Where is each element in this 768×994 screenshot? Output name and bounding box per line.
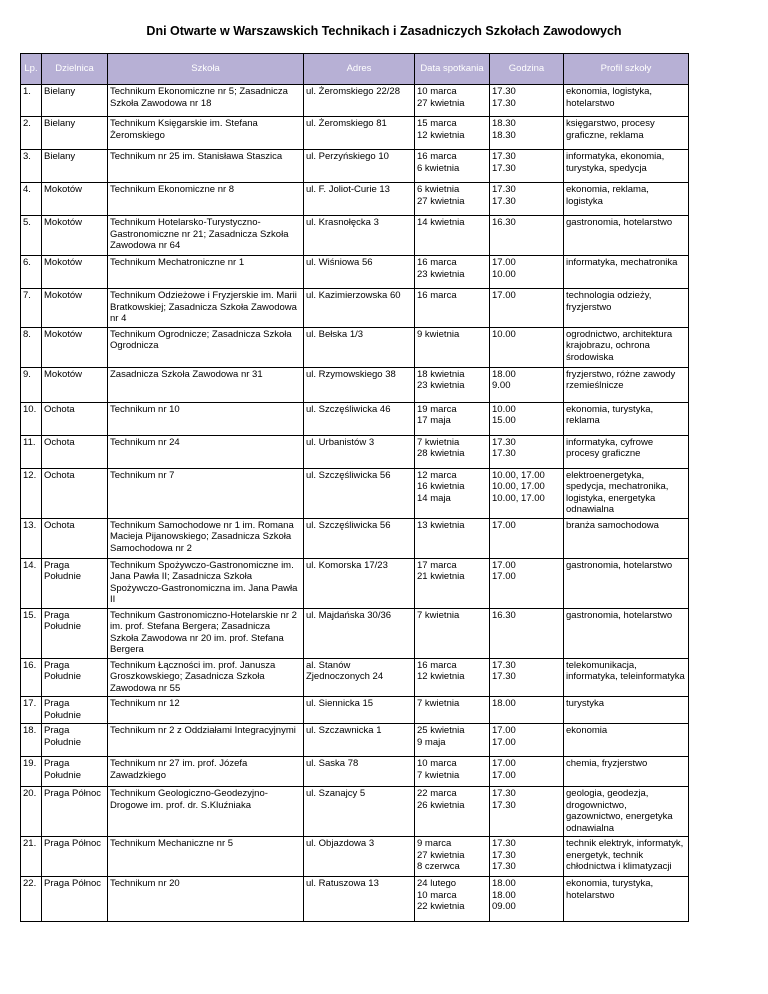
- cell-district: Praga Południe: [42, 558, 108, 608]
- cell-date: 16 marca: [415, 289, 490, 328]
- cell-date: 10 marca 7 kwietnia: [415, 757, 490, 787]
- cell-profile: informatyka, mechatronika: [564, 256, 689, 289]
- cell-profile: geologia, geodezja, drogownictwo, gazownictwo, energetyka odnawialna: [564, 787, 689, 837]
- cell-profile: technologia odzieży, fryzjerstwo: [564, 289, 689, 328]
- cell-district: Praga Północ: [42, 837, 108, 877]
- cell-lp: 18.: [21, 724, 42, 757]
- cell-district: Ochota: [42, 435, 108, 468]
- cell-district: Mokotów: [42, 289, 108, 328]
- cell-lp: 13.: [21, 518, 42, 558]
- cell-school: Technikum Odzieżowe i Fryzjerskie im. Marii Bratkowskiej; Zasadnicza Szkoła Zawodowa nr 4: [108, 289, 304, 328]
- cell-district: Ochota: [42, 402, 108, 435]
- cell-address: ul. Szczęśliwicka 56: [304, 518, 415, 558]
- table-header-row: [21, 54, 689, 85]
- cell-address: ul. F. Joliot-Curie 13: [304, 183, 415, 216]
- cell-date: 7 kwietnia: [415, 608, 490, 658]
- table-row: [21, 327, 689, 367]
- cell-time: 17.30 17.30: [490, 85, 564, 117]
- cell-profile: ekonomia, turystyka, reklama: [564, 402, 689, 435]
- cell-address: ul. Saska 78: [304, 757, 415, 787]
- table-row: [21, 837, 689, 877]
- cell-profile: elektroenergetyka, spedycja, mechatronika, logistyka, energetyka odnawialna: [564, 468, 689, 518]
- cell-address: ul. Krasnołęcka 3: [304, 216, 415, 256]
- table-row: [21, 435, 689, 468]
- cell-time: 18.00: [490, 697, 564, 724]
- cell-date: 6 kwietnia 27 kwietnia: [415, 183, 490, 216]
- cell-district: Mokotów: [42, 256, 108, 289]
- cell-profile: ekonomia, reklama, logistyka: [564, 183, 689, 216]
- cell-lp: 7.: [21, 289, 42, 328]
- cell-date: 13 kwietnia: [415, 518, 490, 558]
- cell-district: Mokotów: [42, 367, 108, 402]
- cell-district: Praga Południe: [42, 658, 108, 697]
- cell-address: ul. Wiśniowa 56: [304, 256, 415, 289]
- cell-lp: 20.: [21, 787, 42, 837]
- cell-school: Technikum nr 10: [108, 402, 304, 435]
- cell-time: 17.00 17.00: [490, 724, 564, 757]
- cell-address: ul. Perzyńskiego 10: [304, 150, 415, 183]
- cell-profile: technik elektryk, informatyk, energetyk, technik chłodnictwa i klimatyzacji: [564, 837, 689, 877]
- cell-time: 17.30 17.30: [490, 787, 564, 837]
- cell-time: 10.00: [490, 327, 564, 367]
- cell-school: Technikum nr 25 im. Stanisława Staszica: [108, 150, 304, 183]
- table-row: [21, 608, 689, 658]
- cell-school: Technikum Ogrodnicze; Zasadnicza Szkoła Ogrodnicza: [108, 327, 304, 367]
- cell-lp: 5.: [21, 216, 42, 256]
- table-row: [21, 558, 689, 608]
- table-row: [21, 697, 689, 724]
- cell-lp: 16.: [21, 658, 42, 697]
- cell-time: 17.00 10.00: [490, 256, 564, 289]
- cell-district: Praga Południe: [42, 757, 108, 787]
- cell-address: ul. Objazdowa 3: [304, 837, 415, 877]
- cell-address: ul. Bełska 1/3: [304, 327, 415, 367]
- table-body: [21, 85, 689, 922]
- table-row: [21, 85, 689, 117]
- header-lp: Lp.: [21, 54, 42, 85]
- cell-lp: 6.: [21, 256, 42, 289]
- table-row: [21, 216, 689, 256]
- cell-profile: ekonomia, logistyka, hotelarstwo: [564, 85, 689, 117]
- cell-school: Technikum Geologiczno-Geodezyjno-Drogowe im. prof. dr. S.Kluźniaka: [108, 787, 304, 837]
- cell-school: Technikum nr 7: [108, 468, 304, 518]
- header-address: Adres: [304, 54, 415, 85]
- cell-lp: 19.: [21, 757, 42, 787]
- header-school: Szkoła: [108, 54, 304, 85]
- cell-date: 25 kwietnia 9 maja: [415, 724, 490, 757]
- cell-time: 17.30 17.30: [490, 183, 564, 216]
- cell-date: 7 kwietnia: [415, 697, 490, 724]
- cell-address: ul. Żeromskiego 81: [304, 117, 415, 150]
- cell-school: Technikum nr 2 z Oddziałami Integracyjnymi: [108, 724, 304, 757]
- cell-date: 22 marca 26 kwietnia: [415, 787, 490, 837]
- cell-lp: 12.: [21, 468, 42, 518]
- cell-date: 16 marca 12 kwietnia: [415, 658, 490, 697]
- cell-school: Technikum nr 20: [108, 877, 304, 922]
- cell-time: 18.00 18.00 09.00: [490, 877, 564, 922]
- cell-school: Technikum nr 24: [108, 435, 304, 468]
- cell-time: 10.00, 17.00 10.00, 17.00 10.00, 17.00: [490, 468, 564, 518]
- cell-district: Mokotów: [42, 327, 108, 367]
- cell-lp: 11.: [21, 435, 42, 468]
- table-row: [21, 183, 689, 216]
- table-row: [21, 289, 689, 328]
- cell-time: 10.00 15.00: [490, 402, 564, 435]
- table-row: [21, 367, 689, 402]
- cell-district: Praga Południe: [42, 724, 108, 757]
- cell-address: ul. Kazimierzowska 60: [304, 289, 415, 328]
- cell-lp: 9.: [21, 367, 42, 402]
- header-time: Godzina: [490, 54, 564, 85]
- table-row: [21, 787, 689, 837]
- cell-date: 9 marca 27 kwietnia 8 czerwca: [415, 837, 490, 877]
- cell-profile: gastronomia, hotelarstwo: [564, 608, 689, 658]
- cell-district: Praga Południe: [42, 608, 108, 658]
- cell-profile: ekonomia: [564, 724, 689, 757]
- header-profile: Profil szkoły: [564, 54, 689, 85]
- cell-address: ul. Szczawnicka 1: [304, 724, 415, 757]
- cell-date: 24 lutego 10 marca 22 kwietnia: [415, 877, 490, 922]
- cell-date: 12 marca 16 kwietnia 14 maja: [415, 468, 490, 518]
- cell-profile: księgarstwo, procesy graficzne, reklama: [564, 117, 689, 150]
- cell-address: al. Stanów Zjednoczonych 24: [304, 658, 415, 697]
- cell-date: 9 kwietnia: [415, 327, 490, 367]
- cell-time: 17.00: [490, 289, 564, 328]
- cell-school: Technikum Gastronomiczno-Hotelarskie nr 2 im. prof. Stefana Bergera; Zasadnicza Szkoła Zawodowa nr 20 im. prof. Stefana Bergera: [108, 608, 304, 658]
- cell-district: Mokotów: [42, 216, 108, 256]
- cell-lp: 10.: [21, 402, 42, 435]
- schools-table: [20, 53, 689, 922]
- cell-time: 17.30 17.30: [490, 658, 564, 697]
- cell-profile: ekonomia, turystyka, hotelarstwo: [564, 877, 689, 922]
- cell-address: ul. Szczęśliwicka 46: [304, 402, 415, 435]
- cell-school: Technikum Samochodowe nr 1 im. Romana Macieja Pijanowskiego; Zasadnicza Szkoła Samochodowa nr 2: [108, 518, 304, 558]
- cell-time: 17.00 17.00: [490, 757, 564, 787]
- cell-date: 19 marca 17 maja: [415, 402, 490, 435]
- cell-time: 18.30 18.30: [490, 117, 564, 150]
- cell-district: Ochota: [42, 518, 108, 558]
- cell-date: 15 marca 12 kwietnia: [415, 117, 490, 150]
- cell-time: 17.00 17.00: [490, 558, 564, 608]
- cell-profile: informatyka, ekonomia, turystyka, spedycja: [564, 150, 689, 183]
- cell-address: ul. Komorska 17/23: [304, 558, 415, 608]
- table-row: [21, 468, 689, 518]
- cell-district: Bielany: [42, 85, 108, 117]
- cell-school: Technikum Ekonomiczne nr 5; Zasadnicza Szkoła Zawodowa nr 18: [108, 85, 304, 117]
- cell-date: 10 marca 27 kwietnia: [415, 85, 490, 117]
- table-row: [21, 256, 689, 289]
- cell-district: Praga Południe: [42, 697, 108, 724]
- cell-school: Technikum nr 27 im. prof. Józefa Zawadzkiego: [108, 757, 304, 787]
- cell-address: ul. Rzymowskiego 38: [304, 367, 415, 402]
- cell-address: ul. Urbanistów 3: [304, 435, 415, 468]
- cell-address: ul. Siennicka 15: [304, 697, 415, 724]
- cell-date: 18 kwietnia 23 kwietnia: [415, 367, 490, 402]
- cell-address: ul. Szczęśliwicka 56: [304, 468, 415, 518]
- cell-lp: 3.: [21, 150, 42, 183]
- cell-school: Technikum Mechaniczne nr 5: [108, 837, 304, 877]
- cell-time: 17.30 17.30: [490, 150, 564, 183]
- cell-address: ul. Szanajcy 5: [304, 787, 415, 837]
- cell-time: 17.00: [490, 518, 564, 558]
- cell-school: Technikum nr 12: [108, 697, 304, 724]
- cell-profile: gastronomia, hotelarstwo: [564, 558, 689, 608]
- page-title: Dni Otwarte w Warszawskich Technikach i Zasadniczych Szkołach Zawodowych: [146, 24, 622, 38]
- table-row: [21, 757, 689, 787]
- cell-time: 16.30: [490, 608, 564, 658]
- cell-lp: 15.: [21, 608, 42, 658]
- header-date: Data spotkania: [415, 54, 490, 85]
- cell-lp: 22.: [21, 877, 42, 922]
- cell-address: ul. Majdańska 30/36: [304, 608, 415, 658]
- cell-address: ul. Żeromskiego 22/28: [304, 85, 415, 117]
- cell-school: Technikum Księgarskie im. Stefana Żeromskiego: [108, 117, 304, 150]
- cell-address: ul. Ratuszowa 13: [304, 877, 415, 922]
- table-row: [21, 518, 689, 558]
- cell-district: Bielany: [42, 150, 108, 183]
- cell-profile: chemia, fryzjerstwo: [564, 757, 689, 787]
- cell-lp: 4.: [21, 183, 42, 216]
- cell-date: 16 marca 23 kwietnia: [415, 256, 490, 289]
- table-row: [21, 658, 689, 697]
- cell-profile: fryzjerstwo, różne zawody rzemieślnicze: [564, 367, 689, 402]
- cell-district: Ochota: [42, 468, 108, 518]
- cell-lp: 8.: [21, 327, 42, 367]
- cell-district: Bielany: [42, 117, 108, 150]
- cell-time: 18.00 9.00: [490, 367, 564, 402]
- cell-time: 16.30: [490, 216, 564, 256]
- cell-date: 17 marca 21 kwietnia: [415, 558, 490, 608]
- cell-school: Technikum Mechatroniczne nr 1: [108, 256, 304, 289]
- cell-time: 17.30 17.30 17.30: [490, 837, 564, 877]
- table-row: [21, 877, 689, 922]
- cell-profile: informatyka, cyfrowe procesy graficzne: [564, 435, 689, 468]
- cell-profile: turystyka: [564, 697, 689, 724]
- header-district: Dzielnica: [42, 54, 108, 85]
- cell-lp: 2.: [21, 117, 42, 150]
- cell-district: Mokotów: [42, 183, 108, 216]
- cell-date: 14 kwietnia: [415, 216, 490, 256]
- cell-school: Technikum Spożywczo-Gastronomiczne im. Jana Pawła II; Zasadnicza Szkoła Spożywczo-Gastronomiczna im. Jana Pawła II: [108, 558, 304, 608]
- cell-school: Technikum Hotelarsko-Turystyczno-Gastronomiczne nr 21; Zasadnicza Szkoła Zawodowa nr 64: [108, 216, 304, 256]
- cell-school: Technikum Łączności im. prof. Janusza Groszkowskiego; Zasadnicza Szkoła Zawodowa nr 55: [108, 658, 304, 697]
- cell-district: Praga Północ: [42, 877, 108, 922]
- cell-date: 16 marca 6 kwietnia: [415, 150, 490, 183]
- table-row: [21, 117, 689, 150]
- cell-lp: 17.: [21, 697, 42, 724]
- table-row: [21, 150, 689, 183]
- table-row: [21, 402, 689, 435]
- cell-profile: telekomunikacja, informatyka, teleinformatyka: [564, 658, 689, 697]
- cell-lp: 14.: [21, 558, 42, 608]
- cell-lp: 1.: [21, 85, 42, 117]
- cell-school: Technikum Ekonomiczne nr 8: [108, 183, 304, 216]
- cell-profile: branża samochodowa: [564, 518, 689, 558]
- cell-lp: 21.: [21, 837, 42, 877]
- cell-district: Praga Północ: [42, 787, 108, 837]
- cell-profile: gastronomia, hotelarstwo: [564, 216, 689, 256]
- cell-profile: ogrodnictwo, architektura krajobrazu, ochrona środowiska: [564, 327, 689, 367]
- cell-school: Zasadnicza Szkoła Zawodowa nr 31: [108, 367, 304, 402]
- cell-date: 7 kwietnia 28 kwietnia: [415, 435, 490, 468]
- table-row: [21, 724, 689, 757]
- cell-time: 17.30 17.30: [490, 435, 564, 468]
